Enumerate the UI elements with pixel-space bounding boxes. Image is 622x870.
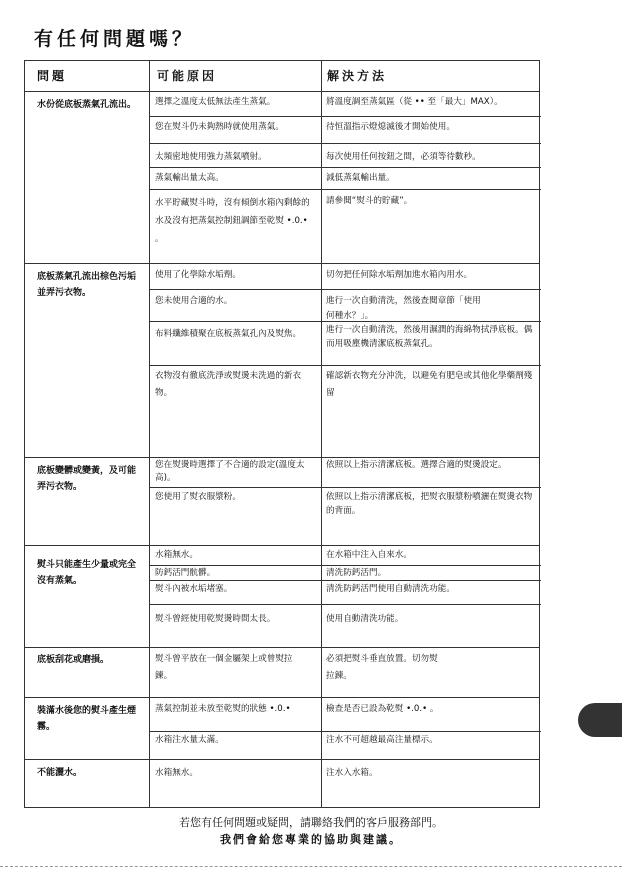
solution-text: 使用自動清洗功能。	[326, 614, 404, 624]
solution-text: 注水不可超越最高注量標示。	[326, 735, 438, 745]
cause-text: 使用了化學除水垢劑。	[155, 270, 241, 280]
footer-contact-text: 若您有任何問題或疑問，請聯絡我們的客戶服務部門。	[179, 816, 443, 829]
problem-label: 熨斗只能產生少量或完全沒有蒸氣。	[37, 560, 137, 586]
page-tab-marker	[578, 703, 622, 737]
page-title: 有任何問題嗎？	[34, 28, 196, 50]
footer-advice-text: 我們會給您專業的協助與建議。	[220, 833, 402, 846]
column-divider	[149, 61, 150, 807]
solution-text: 進行一次自動清洗，然後用濕潤的海綿物拭淨底板。偶而用吸塵機清潔底板蒸氣孔。	[326, 325, 533, 349]
cause-text: 您在熨斗仍未夠熱時就使用蒸氣。	[155, 122, 284, 132]
cause-text: 水箱無水。	[155, 550, 198, 560]
cause-text: 蒸氣輸出量太高。	[155, 173, 224, 183]
problem-label: 底板變髒或變黃，及可能弄污衣物。	[37, 466, 137, 492]
page-bottom-rule	[0, 866, 622, 868]
cause-text: 太頻密地使用強力蒸氣噴射。	[155, 152, 267, 162]
troubleshooting-table	[24, 60, 540, 808]
solution-text: 依照以上指示清潔底板，把熨衣服漿粉噴灑在熨燙衣物的背面。	[326, 492, 533, 516]
cause-text: 水箱注水量太滿。	[155, 735, 224, 745]
cause-text: 水平貯藏熨斗時，沒有傾倒水箱內剩餘的水及沒有把蒸氣控制鈕調節至乾熨 •.0.• 。	[155, 198, 310, 244]
cause-text: 布料纖維積聚在底板蒸氣孔內及熨焦。	[155, 329, 302, 339]
problem-label: 不能灑水。	[37, 768, 83, 778]
cause-text: 水箱無水。	[155, 768, 198, 778]
table-header	[25, 61, 539, 92]
solution-text: 在水箱中注入自來水。	[326, 550, 412, 560]
cause-text: 衣物沒有徹底洗淨或熨燙未洗過的新衣物。	[155, 371, 302, 398]
cause-text: 您使用了熨衣服漿粉。	[155, 492, 241, 502]
problem-label: 裝滿水後您的熨斗產生煙霧。	[37, 706, 137, 732]
cause-text: 蒸氣控制並未放至乾熨的狀態 •.0.•	[155, 704, 291, 714]
solution-text: 檢查是否已設為乾熨 •.0.• 。	[326, 704, 439, 714]
header-problem: 問題	[37, 69, 68, 83]
solution-text: 減低蒸氣輸出量。	[326, 173, 395, 183]
solution-text: 請參閱“熨斗的貯藏”。	[326, 196, 413, 206]
cause-text: 防鈣活門骯髒。	[155, 568, 216, 578]
solution-text: 每次使用任何按鈕之間，必須等待數秒。	[326, 152, 481, 162]
solution-text: 清洗防鈣活門使用自動清洗功能。	[326, 584, 455, 594]
solution-text: 確認新衣物充分沖洗，以避免有肥皂或其他化學藥劑殘留	[326, 371, 533, 398]
cause-text: 熨斗曾平放在一個金屬架上或曾熨拉鍊。	[155, 654, 293, 681]
solution-text: 待恒溫指示燈熄滅後才開始使用。	[326, 122, 455, 132]
problem-label: 水份從底板蒸氣孔流出。	[37, 100, 137, 110]
solution-text: 將溫度調至蒸氣區（從 •• 至「最大」MAX）。	[326, 97, 503, 107]
solution-text: 必須把熨斗垂直放置。切勿熨拉鍊。	[326, 654, 438, 681]
problem-label: 底板蒸氣孔流出棕色污垢並弄污衣物。	[37, 272, 137, 298]
solution-text: 清洗防鈣活門。	[326, 568, 387, 578]
cause-text: 您在熨燙時選擇了不合適的設定(溫度太高)。	[155, 460, 305, 483]
solution-text: 切勿把任何除水垢劑加進水箱內用水。	[326, 270, 473, 280]
header-solution: 解決方法	[327, 69, 388, 83]
cause-text: 您未使用合適的水。	[155, 296, 233, 306]
cause-text: 選擇之溫度太低無法產生蒸氣。	[155, 97, 276, 107]
cause-text: 熨斗內被水垢堵塞。	[155, 584, 233, 594]
problem-label: 底板刮花或磨損。	[37, 655, 110, 665]
solution-text: 進行一次自動清洗，然後查閱章節「使用何種水？」。	[326, 296, 481, 321]
cause-text: 熨斗曾經使用乾熨燙時間太長。	[155, 614, 276, 624]
solution-text: 注水入水箱。	[326, 768, 378, 778]
header-cause: 可能原因	[157, 69, 218, 83]
solution-text: 依照以上指示清潔底板。選擇合適的熨燙設定。	[326, 460, 507, 470]
